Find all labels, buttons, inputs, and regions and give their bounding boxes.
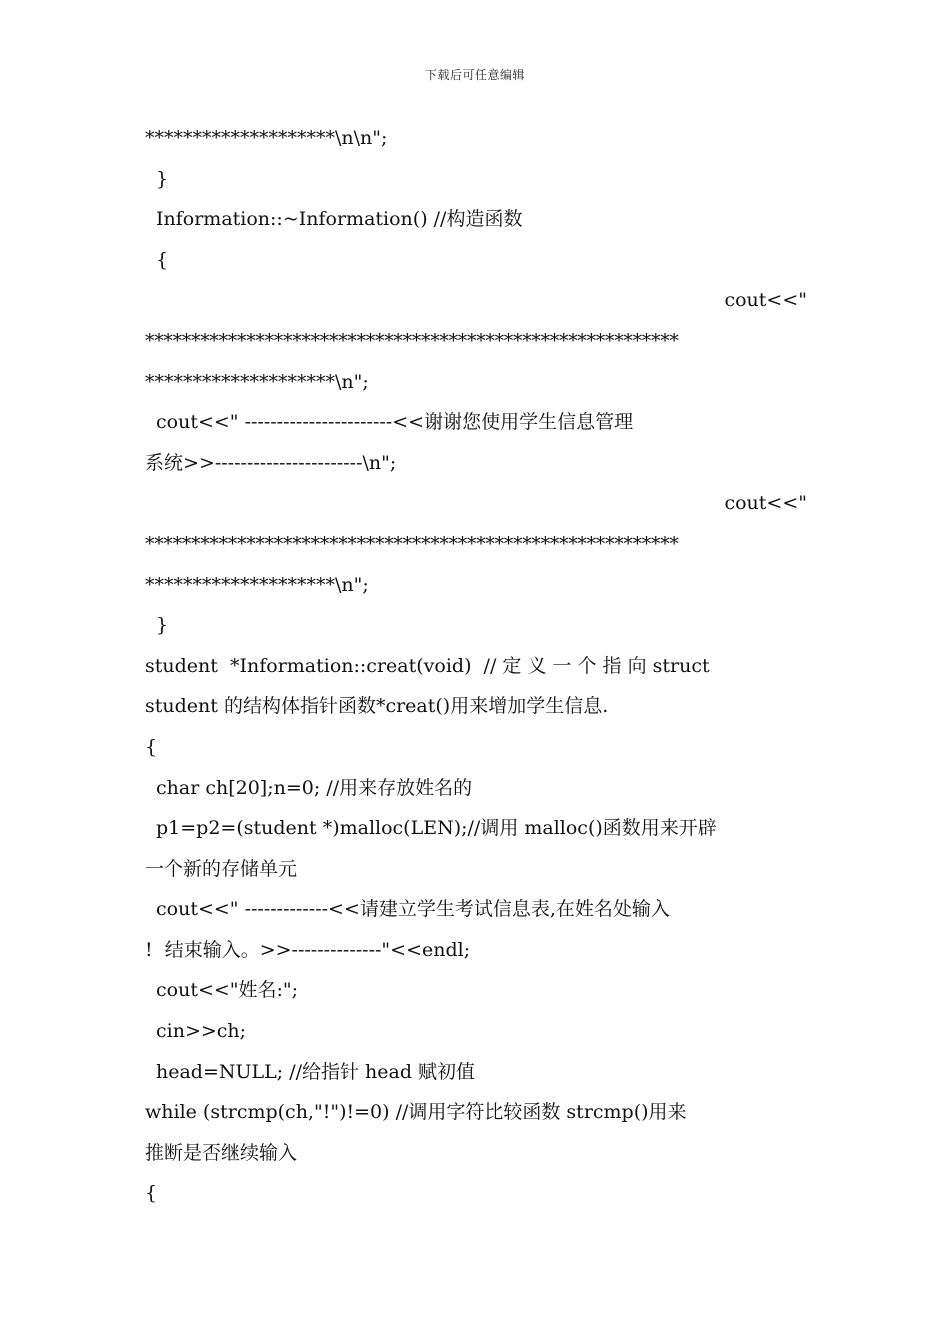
code-line: ********************\n"; [145,370,369,393]
code-line: cout<<" -----------------------<<谢谢您使用学生信息管理 [156,411,634,434]
code-line: ********************************************************** [145,532,679,555]
code-line: cout<<" [724,492,807,515]
code-line: ********************\n\n"; [145,127,388,149]
code-line: 一个新的存储单元 [145,857,298,880]
code-line: 推断是否继续输入 [145,1141,298,1164]
page-header: 下载后可任意编辑 [424,68,525,82]
code-line: { [145,735,158,758]
code-line: { [156,248,169,271]
code-line: p1=p2=(student *)malloc(LEN);//调用 malloc()函数用来开辟 [156,817,717,840]
code-line: } [156,167,169,190]
code-line: { [145,1182,158,1205]
code-line: while (strcmp(ch,"!")!=0) //调用字符比较函数 strcmp()用来 [145,1101,687,1124]
code-line: ! 结束输入。>>--------------"<<endl; [145,938,471,961]
code-line: student *Information::creat(void) // 定 义 一 个 指 向 struct [145,654,710,677]
code-line: student 的结构体指针函数*creat()用来增加学生信息. [145,695,609,718]
code-line: } [156,614,169,637]
code-line: char ch[20];n=0; //用来存放姓名的 [156,776,473,799]
code-document [145,118,807,1214]
code-line: cin>>ch; [156,1020,247,1043]
code-line: head=NULL; //给指针 head 赋初值 [156,1060,476,1083]
code-line: cout<<" -------------<<请建立学生考试信息表,在姓名处输入 [156,898,670,921]
code-line: 系统>>-----------------------\n"; [145,451,397,474]
code-line: ********************************************************** [145,329,679,352]
code-line: Information::~Information() //构造函数 [156,208,523,231]
code-line: cout<<"姓名:"; [156,979,299,1002]
code-line: cout<<" [724,289,807,312]
code-line: ********************\n"; [145,573,369,596]
